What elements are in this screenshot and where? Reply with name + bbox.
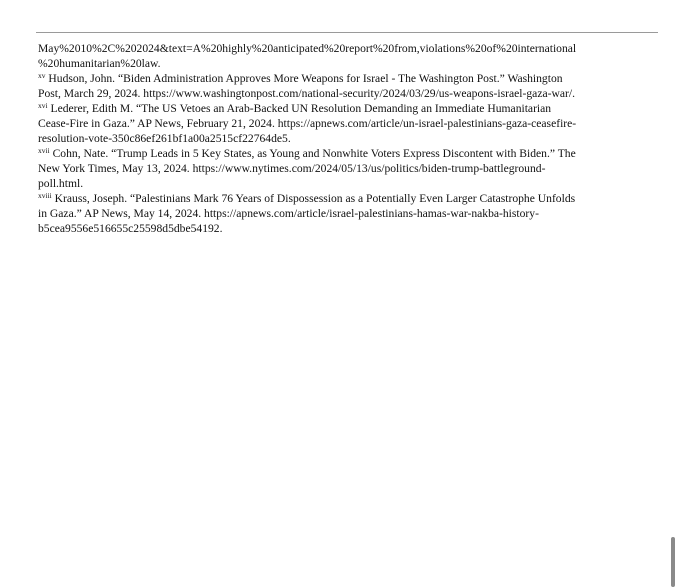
footnotes-block [38,41,660,236]
footnote-marker: xviii [38,191,52,200]
footnote-xviii-line: b5cea9556e516655c25598d5dbe54192. [38,222,223,235]
footnote-separator-rule [36,32,658,33]
footnote-continuation-line: %20humanitarian%20law. [38,57,161,70]
footnote-marker: xvii [38,146,50,155]
footnote-continuation-line: May%2010%2C%202024&text=A%20highly%20anticipated%20report%20from,violations%20of%20international [38,42,577,55]
footnote-text: Hudson, John. “Biden Administration Approves More Weapons for Israel - The Washington Post.” Washington [45,72,563,85]
footnote-text: Krauss, Joseph. “Palestinians Mark 76 Years of Dispossession as a Potentially Even Larger Catastrophe Unfolds [51,192,576,205]
footnote-xvi-line: resolution-vote-350c86ef261bf1a00a2515cf22764de5. [38,132,291,145]
footnote-xv-line [38,71,660,86]
footnote-xvii-line: New York Times, May 13, 2024. https://www.nytimes.com/2024/05/13/us/politics/biden-trump-battleground- [38,162,546,175]
footnote-xviii-line: in Gaza.” AP News, May 14, 2024. https://apnews.com/article/israel-palestinians-hamas-war-nakba-history- [38,207,539,220]
footnote-xvi-line: Cease-Fire in Gaza.” AP News, February 21, 2024. https://apnews.com/article/un-israel-palestinians-gaza-ceasefire- [38,117,577,130]
footnote-text: Cohn, Nate. “Trump Leads in 5 Key States, as Young and Nonwhite Voters Express Discontent with Biden.” The [49,147,576,160]
vertical-scrollbar-thumb[interactable] [671,537,675,587]
footnote-marker: xv [38,71,46,80]
footnote-text: Lederer, Edith M. “The US Vetoes an Arab-Backed UN Resolution Demanding an Immediate Humanitarian [47,102,552,115]
footnote-xv-line: Post, March 29, 2024. https://www.washingtonpost.com/national-security/2024/03/29/us-weapons-israel-gaza-war/. [38,87,575,100]
footnote-xvi-line [38,101,660,116]
footnote-xvii-line: poll.html. [38,177,84,190]
footnote-xviii-line [38,191,660,206]
footnote-xvii-line [38,146,660,161]
footnote-marker: xvi [38,101,48,110]
